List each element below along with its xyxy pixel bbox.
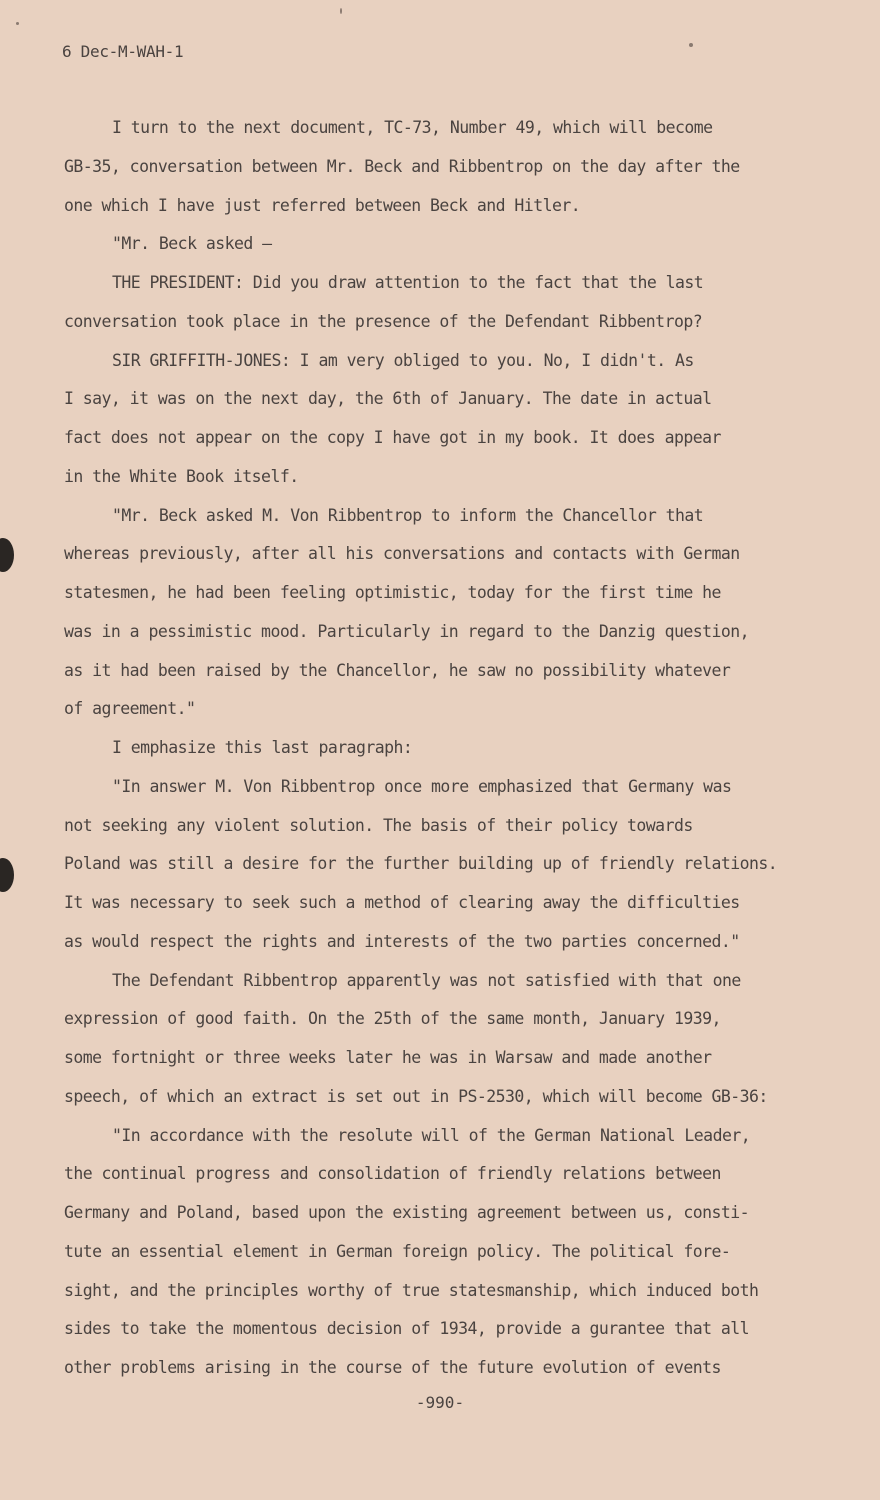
text-line: sides to take the momentous decision of 1934, provide a gurantee that all — [64, 1319, 750, 1339]
text-line: THE PRESIDENT: Did you draw attention to the fact that the last — [112, 273, 704, 292]
text-line: as would respect the rights and interests of the two parties concerned." — [64, 931, 740, 951]
text-line: I emphasize this last paragraph: — [112, 738, 413, 757]
page-number: -990- — [415, 1393, 465, 1412]
text-line: SIR GRIFFITH-JONES: I am very obliged to you. No, I didn't. As — [112, 350, 694, 370]
text-line: statesmen, he had been feeling optimistic, today for the first time he — [64, 583, 721, 602]
binder-hole-mark — [0, 858, 14, 892]
text-line: expression of good faith. On the 25th of the same month, January 1939, — [64, 1009, 721, 1029]
text-line: "Mr. Beck asked M. Von Ribbentrop to inform the Chancellor that — [112, 505, 704, 525]
text-line: "In accordance with the resolute will of the German National Leader, — [112, 1125, 751, 1145]
text-line: as it had been raised by the Chancellor, he saw no possibility whatever — [64, 660, 731, 680]
text-line: "Mr. Beck asked — — [112, 234, 272, 254]
text-line: fact does not appear on the copy I have got in my book. It does appear — [64, 428, 721, 447]
text-line: The Defendant Ribbentrop apparently was not satisfied with that one — [112, 970, 741, 990]
text-line: in the White Book itself. — [64, 466, 299, 486]
text-line: GB-35, conversation between Mr. Beck and Ribbentrop on the day after the — [64, 156, 740, 176]
text-line: of agreement." — [64, 699, 196, 719]
text-line: It was necessary to seek such a method of clearing away the difficulties — [64, 893, 740, 912]
text-line: not seeking any violent solution. The basis of their policy towards — [64, 815, 693, 835]
page-header-code: 6 Dec-M-WAH-1 — [62, 42, 184, 61]
paper-speck — [340, 8, 342, 14]
text-line: sight, and the principles worthy of true statesmanship, which induced both — [64, 1280, 759, 1300]
text-line: tute an essential element in German foreign policy. The political fore- — [64, 1241, 731, 1261]
text-line: the continual progress and consolidation of friendly relations between — [64, 1164, 721, 1184]
text-line: whereas previously, after all his conversations and contacts with German — [64, 544, 740, 564]
text-line: conversation took place in the presence of the Defendant Ribbentrop? — [64, 311, 703, 331]
text-line: other problems arising in the course of the future evolution of events — [64, 1358, 721, 1377]
text-line: speech, of which an extract is set out in PS-2530, which will become GB-36: — [64, 1086, 768, 1106]
text-line: "In answer M. Von Ribbentrop once more emphasized that Germany was — [112, 776, 732, 796]
transcript-body — [64, 109, 824, 1388]
text-line: some fortnight or three weeks later he was in Warsaw and made another — [64, 1048, 712, 1067]
text-line: Poland was still a desire for the further building up of friendly relations. — [64, 854, 778, 874]
text-line: one which I have just referred between Beck and Hitler. — [64, 195, 581, 215]
text-line: I say, it was on the next day, the 6th of January. The date in actual — [64, 389, 712, 409]
text-line: Germany and Poland, based upon the existing agreement between us, consti- — [64, 1203, 750, 1222]
paper-speck — [16, 22, 19, 25]
paper-speck — [689, 43, 693, 47]
text-line: I turn to the next document, TC-73, Number 49, which will become — [112, 118, 713, 137]
binder-hole-mark — [0, 538, 14, 572]
text-line: was in a pessimistic mood. Particularly in regard to the Danzig question, — [64, 621, 750, 641]
